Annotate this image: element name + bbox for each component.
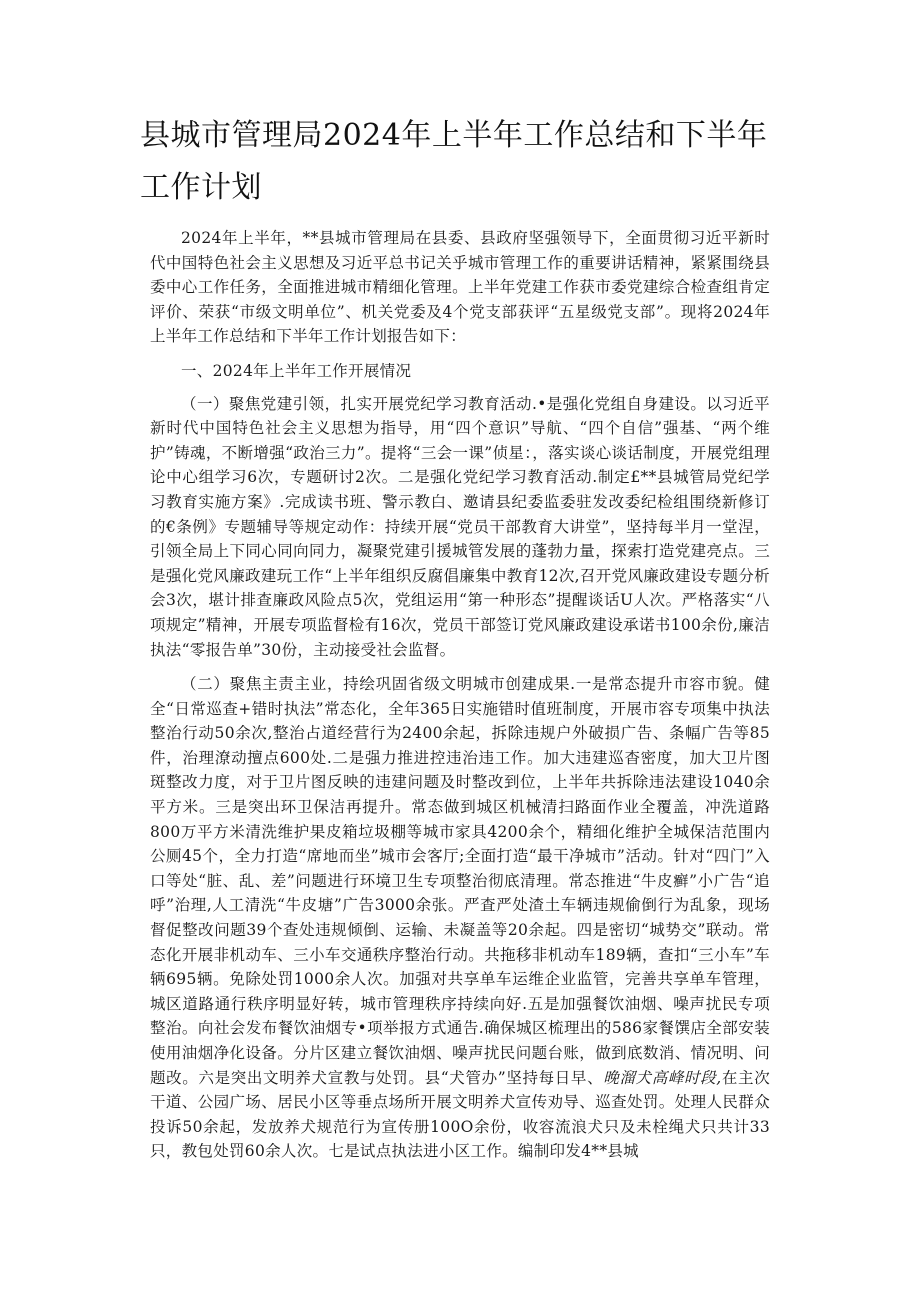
section-heading: 一、2024年上半年工作开展情况 — [181, 361, 412, 380]
paragraph-text-tail: 在主次干道、公园广场、居民小区等垂点场所开展文明养犬宣传劝导、巡查处罚。处理人民群众投诉50余起，发放养犬规范行为宣传册100O余份，收容流浪犬只及未栓绳犬只共计33只，教包处罚60余人次。七是试点执法进小区工作。编制印发4**县城 — [150, 1068, 771, 1161]
paragraph-text: （二）聚焦主责主业，持绘巩固省级文明城市创建成果.一是常态提升市容市貌。健全“日常巡查+错时执法”常态化，全年365日实施错时值班制度，开展市容专项集中执法整治行动50余次,整治占道经营行为2400余起，拆除违规户外破损广告、条幅广告等85件，治理潦动擅点600处.二是强力推进控违治违工作。加大违建巡杳密度，加大卫片图斑整改力度，对于卫片图反映的违建问题及时整改到位，上半年共拆除违法建设1040余平方米。三是突出环卫保洁再提升。常态做到城区机械清扫路面作业全覆盖，冲洗道路800万平方米清洗维护果皮箱垃圾棚等城市家具4200余个，精细化维护全城保洁范围内公厕45个，全力打造“席地而坐”城市会客厅;全面打造“最干净城市”活动。针对“四门”入口等处“脏、乱、差”问题进行环境卫生专项整治彻底清理。常态推进“牛皮癣”小广告“追呼”治理,人工清洗“牛皮塘”广告3000余张。严査严处渣土车辆违规偷倒行为乱象，现场督促整改问题39个查处违规倾倒、运输、未凝盖等20余起。四是密切“城势交”联动。常态化开展非机动车、三小车交通秩序整治行动。共拖移非机动车189辆，查扣“三小车”车辆695辆。免除处罚1000余人次。加强对共享单车运维企业监管，完善共享单车管理，城区道路通行秩序明显好转，城市管理秩序持续向好.五是加强餐饮油烟、噪声扰民专项整治。向社会发布餐饮油烟专•项举报方式通告.确保城区梳理出的586家餐馔店全部安装使用油烟净化设备。分片区建立餐饮油烟、噪声扰民问题台账，做到底数消、情况明、问题改。六是突出文明养犬宣教与处罚。县“犬管办”坚持每日早、 — [150, 675, 770, 1087]
paragraph-city-management — [150, 672, 770, 1164]
document-title: 县城市管理局2024年上半年工作总结和下半年工作计划 — [140, 118, 768, 205]
intro-paragraph: 2024年上半年，**县城市管理局在县委、县政府坚强领导下，全面贯彻习近平新时代中国特色社会主义思想及习近平总书记关乎城市管理工作的重要讲话精神，紧紧围绕县委中心工作任务，全面推进城市精细化管理。上半年党建工作获市委党建综合检查组肯定评价、荣获“市级文明单位”、机关党委及4个党支部获评“五星级党支部”。现将2024年上半年工作总结和下半年工作计划报告如下： — [150, 229, 770, 346]
paragraph-party-building: （一）聚焦党建引领，扎实开展党纪学习教育活动.•是强化党组自身建设。以习近平新时代中国特色社会主义思想为指导，用“四个意识”导航、“四个自信”强基、“两个维护”铸魂，不断增强“政治三力”。提将“三会一课”侦星：，落实谈心谈话制度，开展党组理论中心组学习6次，专题研讨2次。二是强化党纪学习教育活动.制定£**县城管局党纪学习教育实施方案》.完成读书班、警示教白、邀请县纪委监委驻发改委纪检组围绕新修订的€条例》专题辅导等规定动作：持续开展“党员干部教育大讲堂”，坚持每半月一堂涅，引领全局上下同心同向同力，凝聚党建引援城管发展的蓬勃力量，探索打造党建亮点。三是强化党风廉政建玩工作“上半年组织反腐倡廉集中教育12次,召开党风廉政建设专题分析会3次，堪计排查廉政风险点5次，党组运用“第一种形态”提醒谈话U人次。严格落实“八项规定”精神，开展专项监督检有16次，党员干部签订党风廉政建设承诺书100余份,廉洁执法“零报告单”30份，主动接受社会监督。 — [150, 394, 770, 659]
italic-text: 晚溜犬高峰时段, — [603, 1068, 722, 1087]
